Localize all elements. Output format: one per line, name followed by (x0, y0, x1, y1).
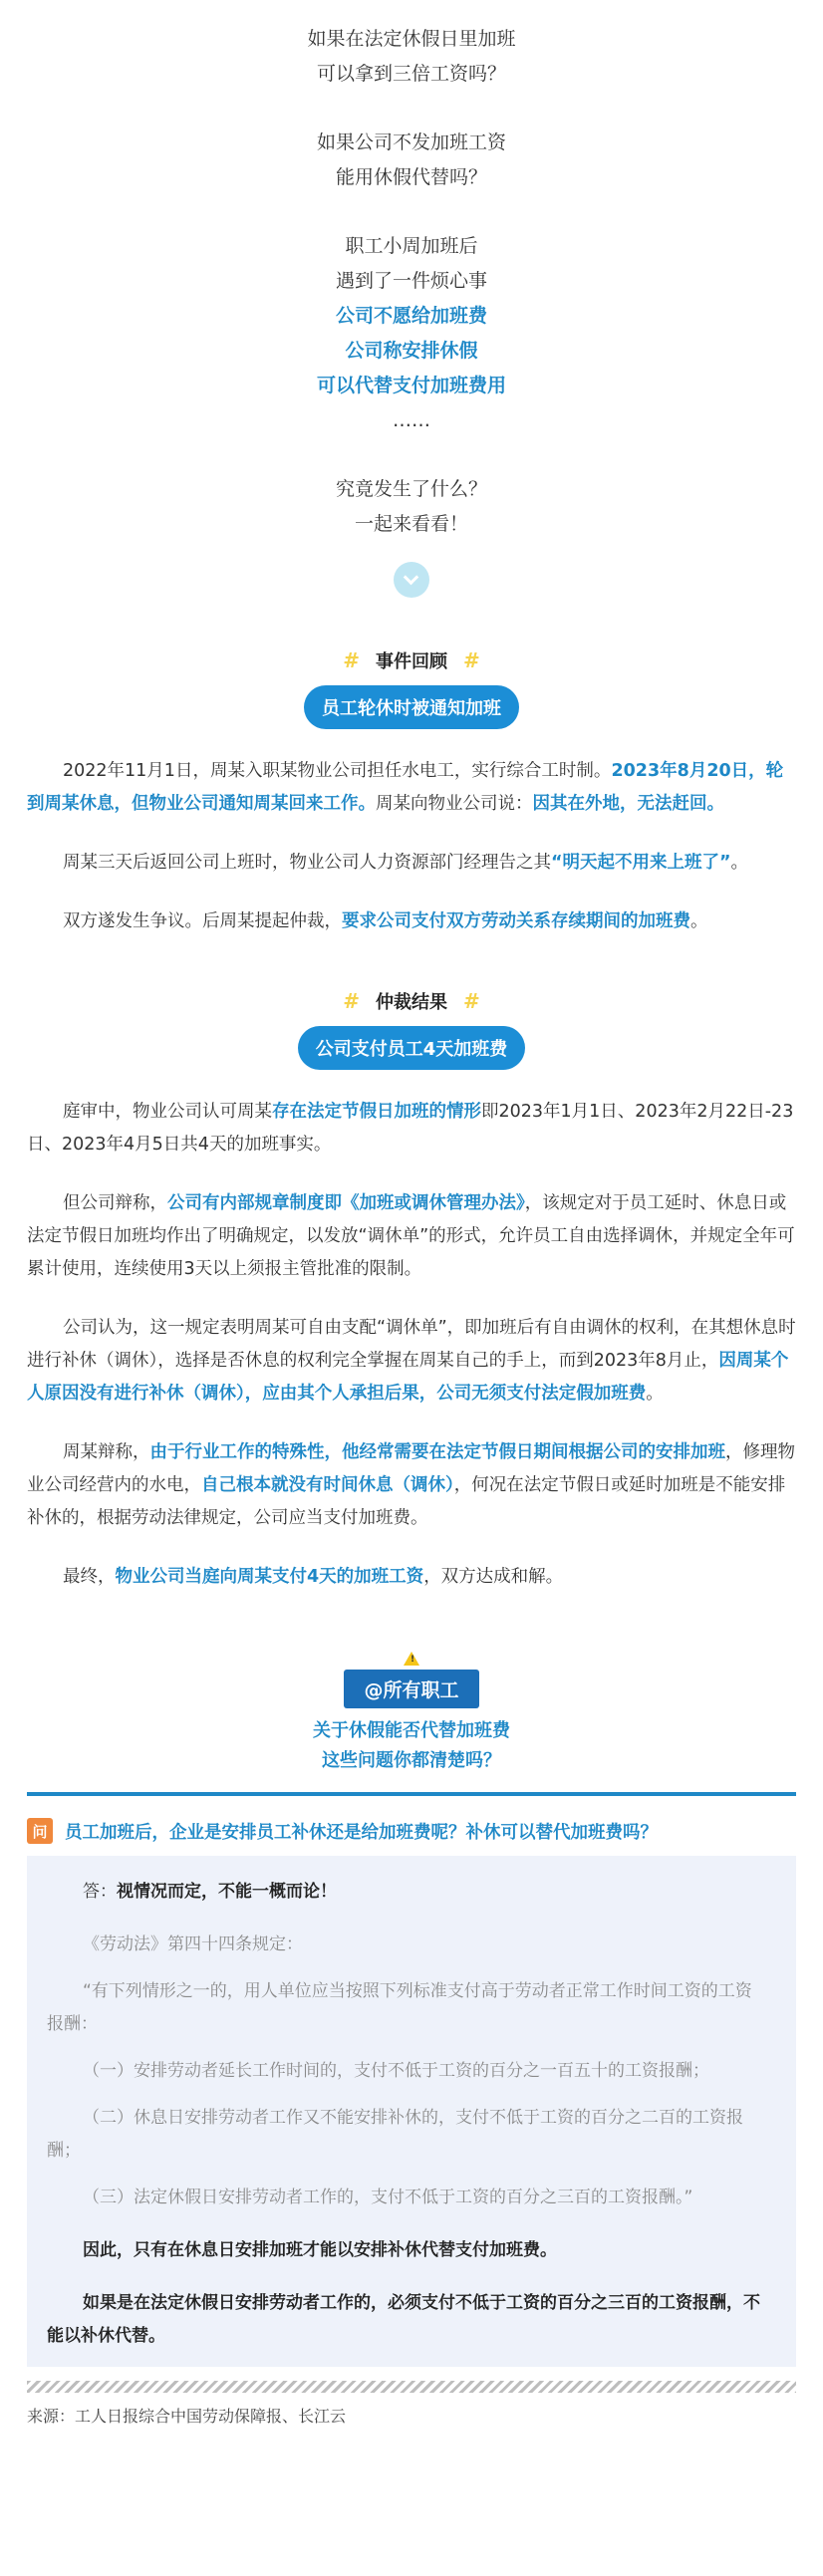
paragraph: 但公司辩称，公司有内部规章制度即《加班或调休管理办法》，该规定对于员工延时、休息日或法定节假日加班均作出了明确规定，以发放“调休单”的形式，允许员工自由选择调休，并规定全年可累计使用，连续使用3天以上须报主管批准的限制。 (27, 1193, 795, 1279)
all-staff-badge: @所有职工 (344, 1670, 478, 1708)
section-header-event-review (0, 645, 823, 729)
paragraph: 庭审中，物业公司认可周某存在法定节假日加班的情形即2023年1月1日、2023年2月22日-23日、2023年4月5日共4天的加班事实。 (27, 1102, 794, 1155)
hash-icon: # (343, 989, 360, 1013)
chevron-down-icon (394, 562, 429, 598)
intro-line: 遇到了一件烦心事 (335, 270, 487, 292)
intro-line: 能用休假代替吗？ (335, 166, 487, 188)
section-kicker: # 仲裁结果 # (343, 989, 480, 1013)
paragraph: 2022年11月1日，周某入职某物业公司担任水电工，实行综合工时制。2023年8月20日，轮到周某休息，但物业公司通知周某回来工作。周某向物业公司说：因其在外地，无法赶回。 (27, 761, 784, 814)
intro-line: 一起来看看！ (354, 513, 468, 535)
intro-highlight-line: 可以代替支付加班费用 (316, 375, 506, 396)
intro-line: 职工小周加班后 (345, 235, 478, 257)
hash-icon: # (463, 989, 480, 1013)
question-row (27, 1818, 796, 1844)
paragraph: 最终，物业公司当庭向周某支付4天的加班工资，双方达成和解。 (63, 1567, 564, 1587)
warning-icon: ! (404, 1652, 419, 1668)
law-text: （一）安排劳动者延长工作时间的，支付不低于工资的百分之一百五十的工资报酬； (83, 2061, 709, 2081)
paragraph: 公司认为，这一规定表明周某可自由支配“调休单”，即加班后有自由调休的权利，在其想休息时进行补休（调休），选择是否休息的权利完全掌握在周某自己的手上，而到2023年8月止，因周某个人原因没有进行补休（调休），应由其个人承担后果，公司无须支付法定假加班费。 (27, 1318, 796, 1404)
intro-line: 如果在法定休假日里加班 (307, 28, 516, 50)
answer-box (27, 1856, 796, 2367)
all-staff-block (0, 1652, 823, 1776)
question-text: 员工加班后，企业是安排员工补休还是给加班费呢？补休可以替代加班费吗？ (65, 1822, 658, 1843)
paragraph: 双方遂发生争议。后周某提起仲裁，要求公司支付双方劳动关系存续期间的加班费。 (63, 911, 708, 931)
intro-section (0, 0, 823, 598)
answer-lead: 答：视情况而定，不能一概而论！ (83, 1882, 337, 1902)
paragraph: 周某三天后返回公司上班时，物业公司人力资源部门经理告之其“明天起不用来上班了”。 (63, 853, 749, 873)
section-pill: 员工轮休时被通知加班 (304, 685, 519, 729)
section-pill: 公司支付员工4天加班费 (298, 1026, 526, 1070)
question-badge: 问 (27, 1818, 53, 1844)
conclusion-text: 如果是在法定休假日安排劳动者工作的，必须支付不低于工资的百分之三百的工资报酬，不能以补休代替。 (47, 2293, 760, 2346)
paragraph: 周某辩称，由于行业工作的特殊性，他经常需要在法定节假日期间根据公司的安排加班，修理物业公司经营内的水电，自己根本就没有时间休息（调休），何况在法定节假日或延时加班是不能安排补休的，根据劳动法律规定，公司应当支付加班费。 (27, 1442, 795, 1528)
law-text: “有下列情形之一的，用人单位应当按照下列标准支付高于劳动者正常工作时间工资的工资报酬： (47, 1981, 752, 2034)
section-kicker: # 事件回顾 # (343, 648, 480, 672)
intro-line: 可以拿到三倍工资吗？ (316, 63, 506, 85)
hash-icon: # (343, 648, 360, 672)
law-title: 《劳动法》第四十四条规定： (83, 1934, 303, 1954)
law-text: （三）法定休假日安排劳动者工作的，支付不低于工资的百分之三百的工资报酬。” (83, 2188, 693, 2207)
intro-highlight-line: 公司称安排休假 (345, 340, 478, 362)
section-divider (27, 1792, 796, 1796)
staff-subtitle: 关于休假能否代替加班费 这些问题你都清楚吗？ (313, 1720, 510, 1771)
intro-ellipsis: …… (393, 409, 430, 431)
intro-line: 究竟发生了什么？ (335, 478, 487, 500)
dashed-divider (27, 2381, 796, 2393)
source-note: 来源：工人日报综合中国劳动保障报、长江云 (27, 2407, 347, 2426)
intro-line: 如果公司不发加班工资 (316, 131, 506, 153)
intro-highlight-line: 公司不愿给加班费 (335, 305, 487, 327)
hash-icon: # (463, 648, 480, 672)
section-header-arbitration-result (0, 986, 823, 1070)
law-text: （二）休息日安排劳动者工作又不能安排补休的，支付不低于工资的百分之二百的工资报酬； (47, 2108, 743, 2161)
conclusion-text: 因此，只有在休息日安排加班才能以安排补休代替支付加班费。 (83, 2240, 557, 2260)
